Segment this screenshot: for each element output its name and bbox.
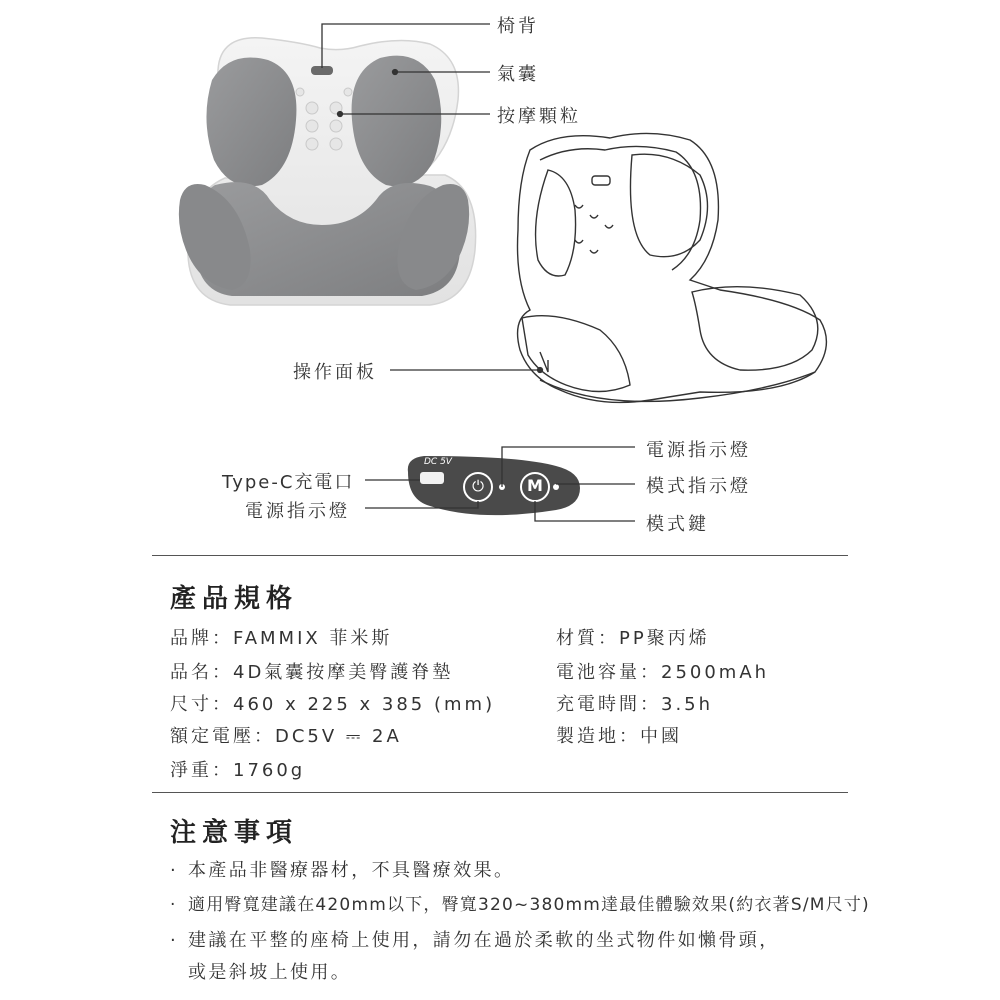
label-typec-port: Type-C充電口 [222, 472, 355, 493]
mode-button-icon[interactable]: M [527, 476, 543, 495]
divider-bottom [152, 792, 848, 793]
note-text: 適用臀寬建議在420mm以下，臀寬320~380mm達最佳體驗效果(約衣著S/M尺寸) [188, 895, 870, 915]
spec-charge-time: 充電時間：3.5h [556, 694, 714, 715]
bullet: · [170, 930, 179, 951]
label-mode-indicator: 模式指示燈 [646, 476, 751, 497]
label-control-panel: 操作面板 [293, 362, 377, 383]
spec-origin: 製造地：中國 [556, 726, 682, 747]
note-text: 或是斜坡上使用。 [188, 962, 352, 983]
note-text: 本產品非醫療器材，不具醫療效果。 [188, 860, 515, 881]
mode-indicator-dot [553, 484, 559, 490]
spec-product-name: 品名：4D氣囊按摩美臀護脊墊 [170, 662, 454, 683]
spec-voltage: 額定電壓：DC5V ⎓ 2A [170, 726, 402, 747]
spec-battery: 電池容量：2500mAh [556, 662, 770, 683]
bullet: · [170, 860, 179, 881]
note-text: 建議在平整的座椅上使用，請勿在過於柔軟的坐式物件如懶骨頭， [188, 930, 780, 951]
note-item [170, 856, 514, 882]
spec-material: 材質：PP聚丙烯 [556, 628, 710, 649]
notes-title: 注意事項 [170, 818, 299, 848]
label-backrest: 椅背 [497, 16, 539, 37]
cushion-front-view [179, 38, 476, 305]
spec-brand: 品牌：FAMMIX 菲米斯 [170, 628, 393, 649]
label-power-indicator-left: 電源指示燈 [245, 501, 350, 522]
spec-weight: 淨重：1760g [170, 760, 306, 781]
cushion-line-drawing [518, 133, 827, 402]
label-power-indicator-right: 電源指示燈 [646, 440, 751, 461]
divider-top [152, 555, 848, 556]
dc-5v-label: DC 5V [424, 457, 452, 467]
power-icon[interactable]: ⏻ [472, 477, 484, 495]
label-massage-beads: 按摩顆粒 [497, 106, 581, 127]
note-continuation [188, 958, 351, 984]
spec-dimensions: 尺寸：460 x 225 x 385 (mm) [170, 694, 496, 715]
note-item [170, 926, 780, 952]
bullet: · [170, 895, 177, 915]
specs-title: 產品規格 [170, 584, 299, 614]
label-airbag: 氣囊 [497, 64, 539, 85]
label-mode-key: 模式鍵 [646, 514, 709, 535]
typec-port [420, 472, 444, 484]
note-item [170, 890, 870, 915]
